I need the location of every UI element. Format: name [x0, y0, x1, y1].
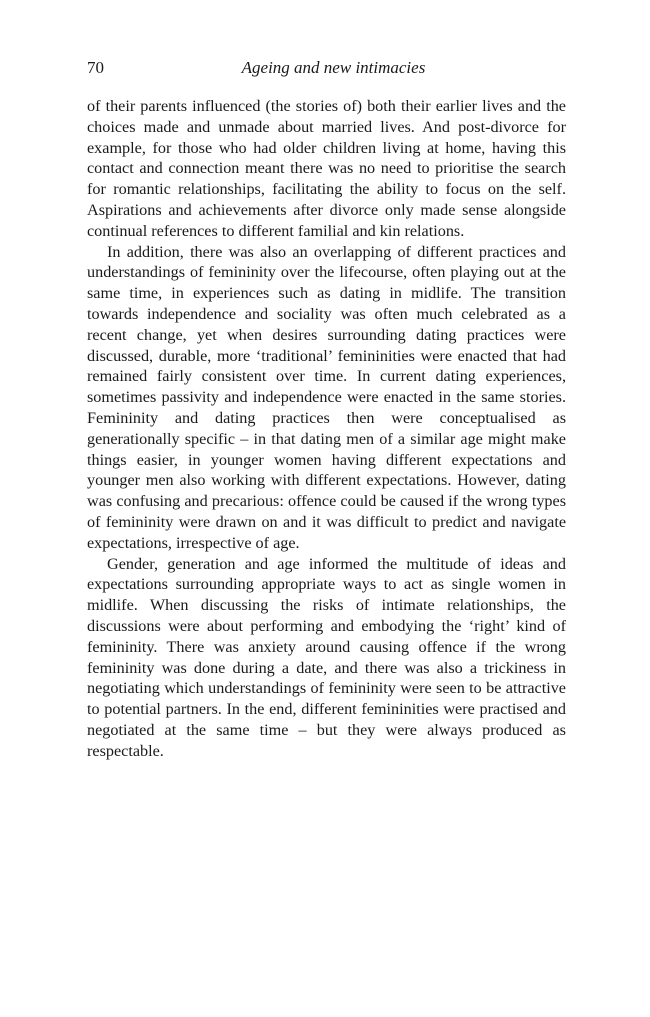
paragraph-continued: of their parents influenced (the stories of) both their earlier lives and the choices made and unmade about married lives. And post-divorce for example, for those who had older children living at home, having this contact and connection meant there was no need to prioritise the search for romantic relationships, facilitating the ability to focus on the self. Aspirations and achievements after divorce only made sense alongside continual references to different familial and kin relations.: [87, 97, 566, 240]
book-page: [87, 54, 566, 762]
page-number: 70: [87, 58, 104, 77]
running-head: [87, 54, 566, 82]
paragraph-gender-generation-age: Gender, generation and age informed the multitude of ideas and expectations surrounding appropriate ways to act as single women in midlife. When discussing the risks of intimate relationships, the discussions were about performing and embodying the ‘right’ kind of femininity. There was anxiety around causing offence if the wrong femininity was done during a date, and there was also a trickiness in negotiating which understandings of femininity were seen to be attractive to potential partners. In the end, different femininities were practised and negotiated at the same time – but they were always produced as respectable.: [87, 554, 566, 760]
paragraph-femininity-practices: In addition, there was also an overlapping of different practices and understandings of femininity over the lifecourse, often playing out at the same time, in experiences such as dating in midlife. The transition towards independence and sociality was often much celebrated as a recent change, yet when desires surrounding dating practices were discussed, durable, more ‘traditional’ femininities were enacted that had remained fairly consistent over time. In current dating experiences, sometimes passivity and independence were enacted in the same stories. Femininity and dating practices then were conceptualised as generationally specific – in that dating men of a similar age might make things easier, in younger women having different expectations and younger men also working with different expectations. However, dating was confusing and precarious: offence could be caused if the wrong types of femininity were drawn on and it was difficult to predict and navigate expectations, irrespective of age.: [87, 242, 566, 552]
body-text: [87, 96, 566, 762]
running-title: Ageing and new intimacies: [241, 58, 426, 77]
